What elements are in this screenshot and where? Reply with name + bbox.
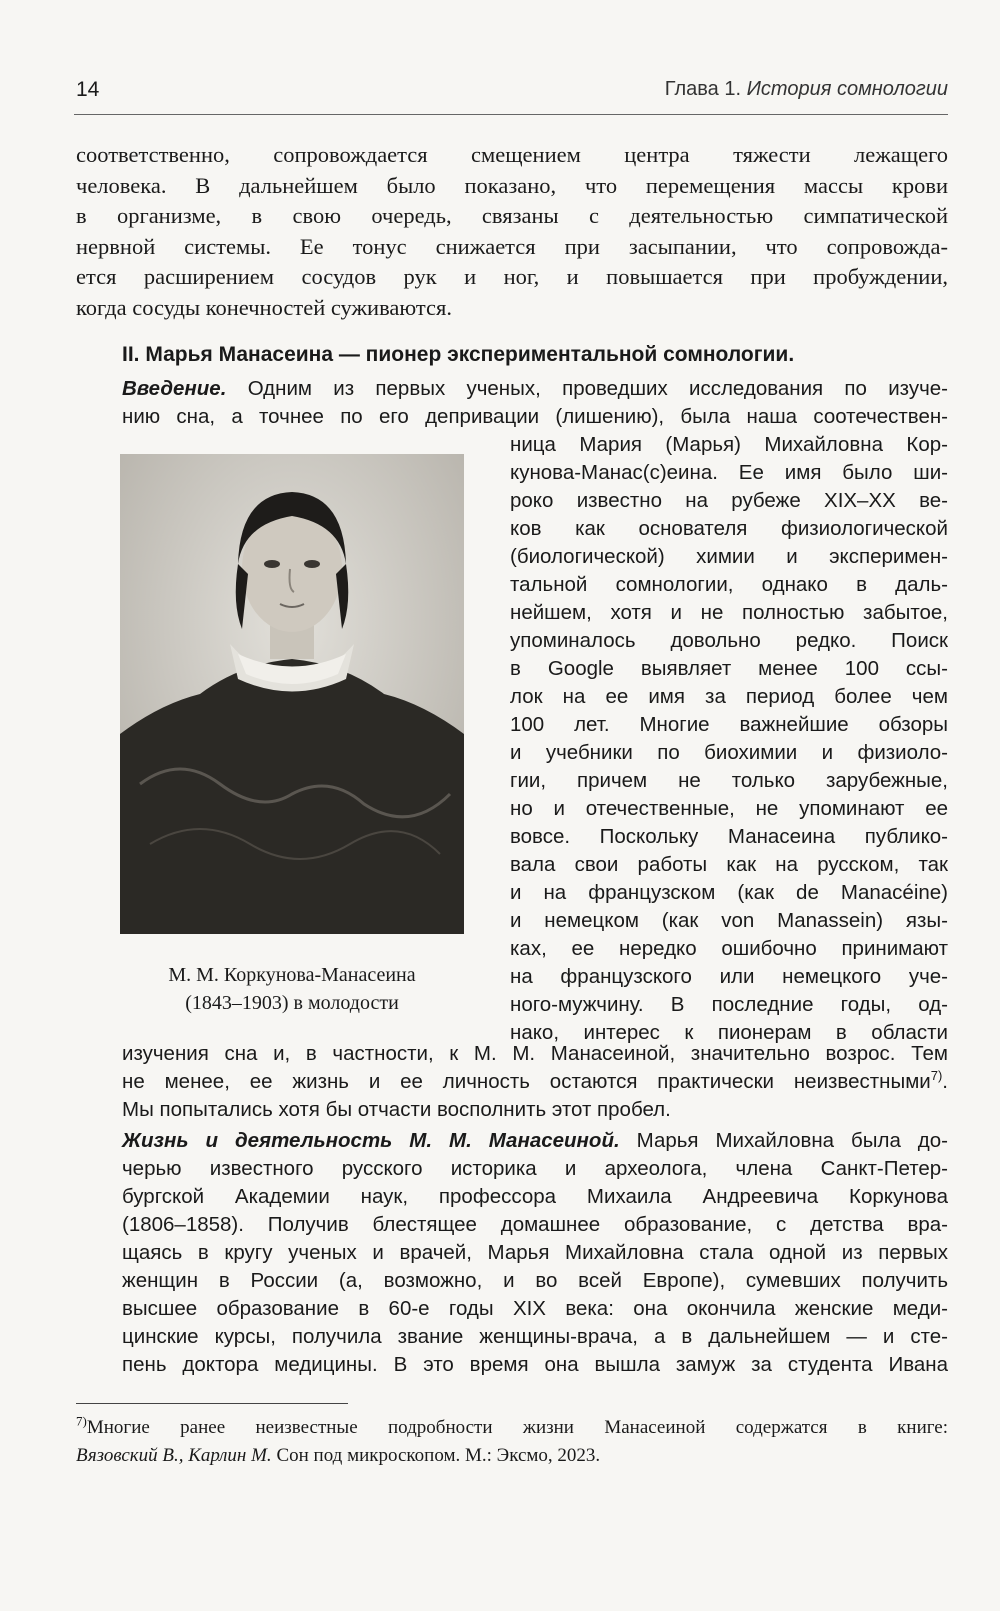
chapter-title: История сомнологии [746, 78, 948, 100]
portrait-image [120, 454, 464, 934]
text-line: гии, причем не только зарубежные, [510, 769, 948, 792]
right-column [510, 431, 948, 1047]
footnote-text: Многие ранее неизвестные подробности жизни Манасеиной содержатся в книге: [86, 1417, 948, 1438]
text-line: ница Мария (Марья) Михайловна Кор- [510, 433, 948, 456]
text-line: (1806–1858). Получив блестящее домашнее образование, с детства вра- [122, 1213, 948, 1236]
text-line: щаясь в кругу ученых и врачей, Марья Михайловна стала одной из первых [122, 1241, 948, 1264]
text-line: цинские курсы, получила звание женщины-врача, а в дальнейшем — и сте- [122, 1325, 948, 1348]
footnote-line-1 [76, 1414, 948, 1442]
footnote-rule [76, 1403, 348, 1404]
portrait-photo [120, 454, 464, 934]
text-line: 100 лет. Многие важнейшие обзоры [510, 713, 948, 736]
text-line: нервной системы. Ее тонус снижается при засыпании, что сопровожда- [76, 233, 948, 259]
footnote-marker: 7) [76, 1413, 87, 1429]
footnote [76, 1414, 948, 1470]
text-line: ках, ее нередко ошибочно принимают [510, 937, 948, 960]
intro-line-1 [122, 375, 948, 403]
text-line: ков как основателя физиологической [510, 517, 948, 540]
text-line: высшее образование в 60-е годы XIX века: она окончила женские меди- [122, 1297, 948, 1320]
text-line: ется расширением сосудов рук и ног, и повышается при пробуждении, [76, 264, 948, 289]
text-line: изучения сна и, в частности, к М. М. Манасеиной, значительно возрос. Тем [122, 1042, 948, 1065]
text-line-with-footnote-ref [122, 1068, 948, 1096]
text-line: вовсе. Поскольку Манасеина публико- [510, 825, 948, 848]
caption-line-1: М. М. Коркунова-Манасеина [168, 964, 416, 986]
text-line: человека. В дальнейшем было показано, что перемещения массы крови [76, 172, 948, 198]
page-number: 14 [76, 78, 100, 101]
section-heading: II. Марья Манасеина — пионер экспериментальной сомнологии. [122, 343, 795, 366]
text-line: ного-мужчину. В последние годы, од- [510, 993, 948, 1016]
text-line: черью известного русского историка и археолога, члена Санкт-Петер- [122, 1157, 948, 1180]
text-line: на французского или немецкого уче- [510, 965, 948, 988]
text-line: вала свои работы как на русском, так [510, 853, 948, 876]
intro-lead: Введение. [122, 377, 227, 400]
header-rule [74, 114, 948, 115]
text-line: но и отечественные, не упоминают ее [510, 797, 948, 820]
text-line: соответственно, сопровождается смещением центра тяжести лежащего [76, 142, 948, 167]
text-line: в организме, в свою очередь, связаны с деятельностью симпатической [76, 203, 948, 228]
text-line: нейшем, хотя и не полностью забытое, [510, 601, 948, 624]
running-header [665, 78, 948, 101]
text-fragment: . [942, 1070, 948, 1093]
footnote-authors: Вязовский В., Карлин М. [76, 1445, 272, 1466]
text-line: лок на ее имя за период более чем [510, 685, 948, 708]
text-fragment: не менее, ее жизнь и ее личность остаются практически неизвестными [122, 1070, 931, 1093]
text-line: Мы попытались хотя бы отчасти восполнить этот пробел. [122, 1098, 671, 1121]
life-line-1-text: Марья Михайловна была до- [636, 1129, 948, 1152]
caption-line-2: (1843–1903) в молодости [185, 992, 399, 1014]
footnote-citation: Сон под микроскопом. М.: Эксмо, 2023. [276, 1445, 601, 1466]
text-line: нако, интерес к пионерам в области [510, 1021, 948, 1044]
text-line: когда сосуды конечностей суживаются. [76, 294, 452, 320]
intro-paragraph [122, 375, 948, 431]
top-paragraph [76, 140, 948, 323]
life-lead: Жизнь и деятельность М. М. Манасеиной. [122, 1129, 620, 1152]
text-line: женщин в России (а, возможно, и во всей Европе), сумевших получить [122, 1269, 948, 1292]
footnote-ref[interactable]: 7) [930, 1068, 943, 1084]
intro-line-2: нию сна, а точнее по его депривации (лишению), была наша соотечествен- [122, 405, 948, 428]
text-line: упоминалось довольно редко. Поиск [510, 629, 948, 652]
text-line: кунова-Манас(с)еина. Ее имя было ши- [510, 461, 948, 484]
photo-caption [120, 961, 464, 1017]
footnote-line-2 [76, 1442, 948, 1470]
continuation-paragraph [122, 1040, 948, 1124]
text-line: в Google выявляет менее 100 ссы- [510, 657, 948, 680]
text-line: и учебники по биохимии и физиоло- [510, 741, 948, 764]
intro-line-1-text: Одним из первых ученых, проведших исследования по изуче- [247, 377, 948, 400]
text-line: бургской Академии наук, профессора Михаила Андреевича Коркунова [122, 1185, 948, 1208]
text-line: (биологической) химии и эксперимен- [510, 545, 948, 568]
text-line: и немецком (как von Manassein) язы- [510, 909, 948, 932]
text-line: и на французском (как de Manacéine) [510, 881, 948, 904]
text-line: тальной сомнологии, однако в даль- [510, 573, 948, 596]
chapter-label: Глава 1. [664, 78, 742, 100]
text-line: роко известно на рубеже XIX–XX ве- [510, 489, 948, 512]
life-line-1 [122, 1127, 948, 1155]
text-line: пень доктора медицины. В это время она вышла замуж за студента Ивана [122, 1353, 948, 1376]
life-paragraph [122, 1127, 948, 1379]
